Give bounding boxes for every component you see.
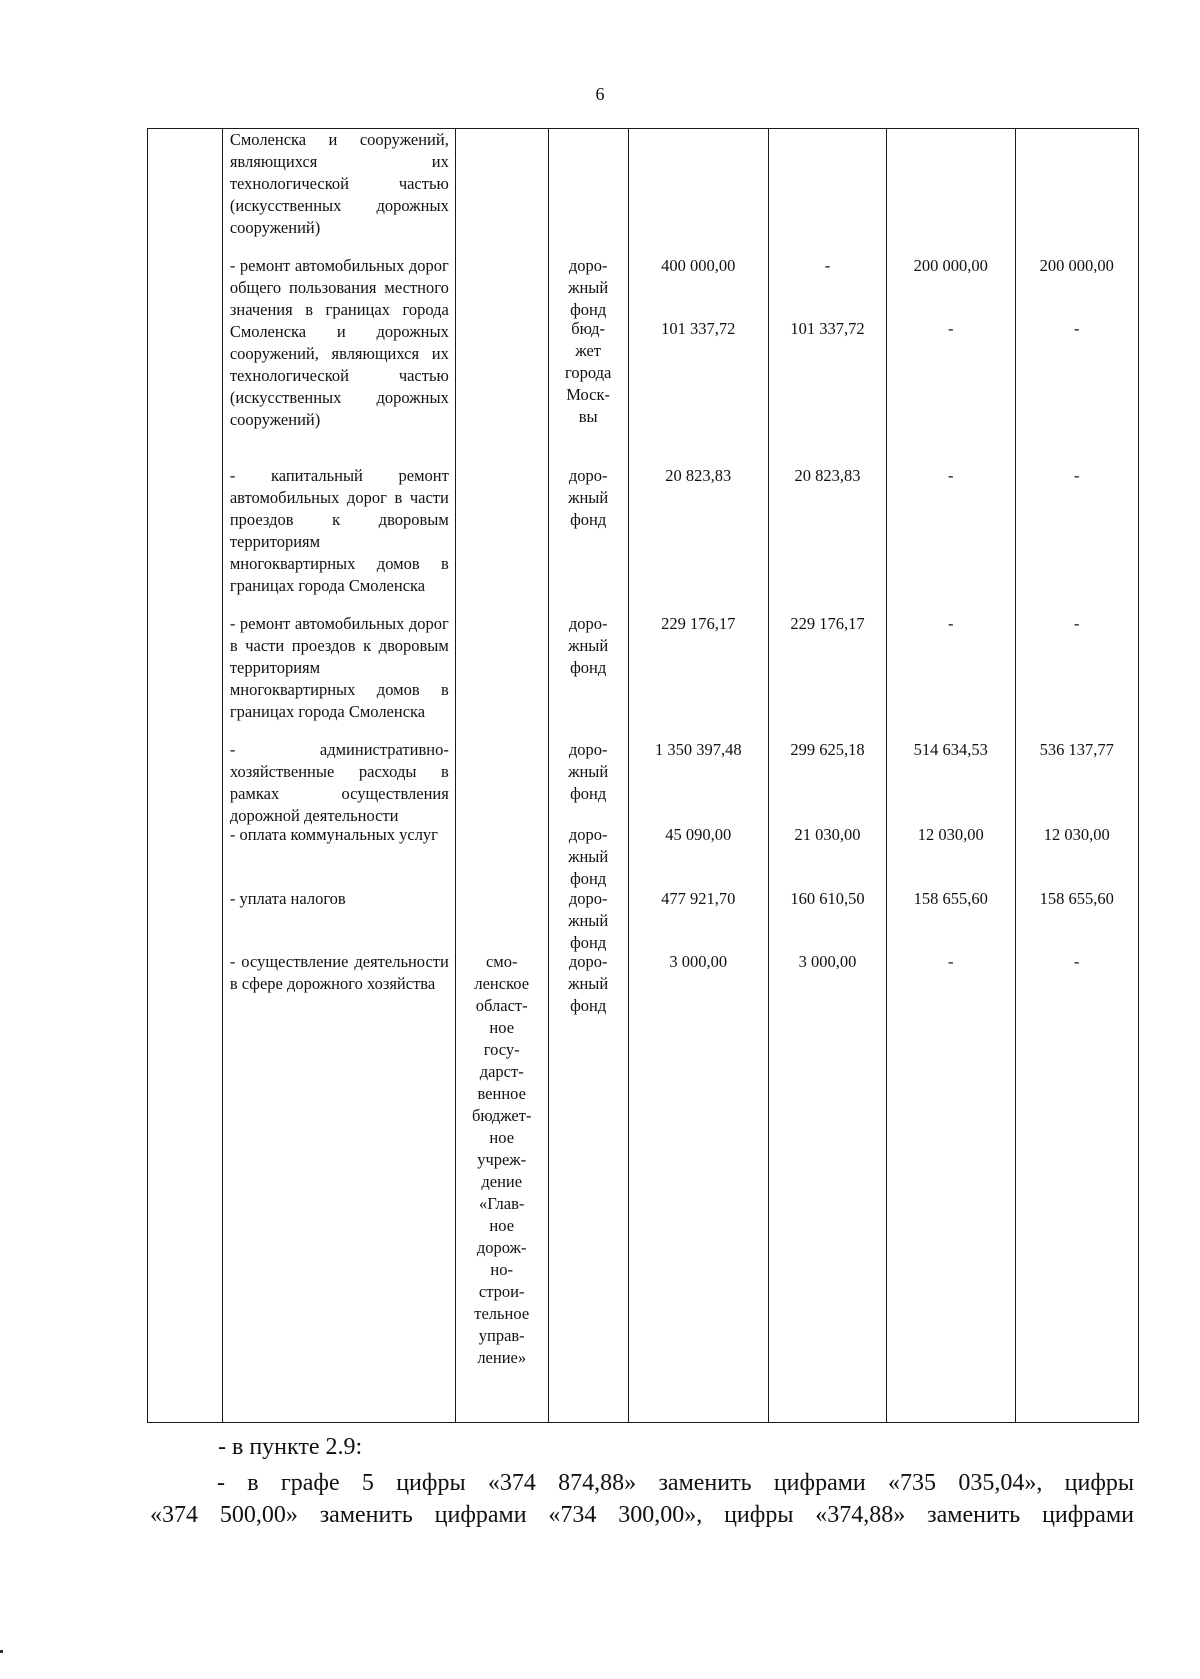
page-number: 6 — [595, 84, 605, 104]
entry-year-2: 514 634,53 — [913, 740, 988, 759]
entry-description: Смоленска и сооружений, являющихся их технологической частью (искусственных дорожных сооружений) — [229, 130, 449, 237]
paragraph-column-5-line-2: «374 500,00» заменить цифрами «734 300,00», цифры «374,88» заменить цифрами — [150, 1502, 1134, 1528]
entry-total: 400 000,00 — [661, 256, 736, 275]
col-year2 — [886, 129, 1015, 1423]
paragraph-column-5-line-1: - в графе 5 цифры «374 874,88» заменить цифрами «735 035,04», цифры — [217, 1470, 1134, 1496]
entry-total: 1 350 397,48 — [654, 740, 742, 759]
entry-year-2: 200 000,00 — [913, 256, 988, 275]
entry-description: - ремонт автомобильных дорог общего пользования местного значения в границах города Смоленска и дорожных сооружений, являющихся их технологической частью (искусственных дорожных сооружений) — [229, 256, 449, 429]
entry-year-3: - — [1074, 952, 1080, 971]
table-row — [148, 129, 1139, 1423]
col-description — [222, 129, 455, 1423]
entry-year-3: - — [1074, 614, 1080, 633]
entry-funding-source: доро- жный фонд — [568, 825, 609, 888]
scan-mark — [0, 1650, 3, 1653]
entry-funding-source: доро- жный фонд — [568, 256, 609, 319]
entry-description: - уплата налогов — [229, 889, 346, 908]
entry-total: 101 337,72 — [661, 319, 736, 338]
entry-funding-source: доро- жный фонд — [568, 614, 609, 677]
entry-total: 229 176,17 — [661, 614, 736, 633]
entry-description: - осуществление деятельности в сфере дорожного хозяйства — [229, 952, 449, 993]
entry-year-3: 536 137,77 — [1039, 740, 1114, 759]
entry-total: 45 090,00 — [665, 825, 732, 844]
entry-year-2: - — [948, 952, 954, 971]
entry-year-1: 101 337,72 — [790, 319, 865, 338]
entry-year-1: 299 625,18 — [790, 740, 865, 759]
entry-funding-source: доро- жный фонд — [568, 952, 609, 1015]
entry-description: - ремонт автомобильных дорог в части проездов к дворовым территориям многоквартирных домов в границах города Смоленска — [229, 614, 449, 721]
entry-year-3: 158 655,60 — [1039, 889, 1114, 908]
col-total — [628, 129, 768, 1423]
col-year1 — [768, 129, 886, 1423]
budget-table — [147, 128, 1139, 1423]
entry-funding-source: доро- жный фонд — [568, 466, 609, 529]
entry-year-1: 3 000,00 — [798, 952, 857, 971]
entry-description: - оплата коммунальных услуг — [229, 825, 438, 844]
entry-year-3: - — [1074, 466, 1080, 485]
entry-total: 3 000,00 — [669, 952, 728, 971]
col-year3 — [1015, 129, 1138, 1423]
entry-year-3: 12 030,00 — [1043, 825, 1110, 844]
col-number — [148, 129, 223, 1423]
entry-year-1: - — [824, 256, 831, 275]
entry-funding-source: доро- жный фонд — [568, 740, 609, 803]
col-source — [548, 129, 628, 1423]
entry-year-2: - — [948, 466, 954, 485]
entry-description: - капитальный ремонт автомобильных дорог в части проездов к дворовым территориям многоквартирных домов в границах города Смоленска — [229, 466, 449, 595]
entry-year-1: 21 030,00 — [794, 825, 861, 844]
entry-total: 20 823,83 — [665, 466, 732, 485]
entry-year-3: 200 000,00 — [1039, 256, 1114, 275]
entry-year-3: - — [1074, 319, 1080, 338]
entry-funding-source: бюд- жет города Моск- вы — [564, 319, 612, 426]
entry-year-2: - — [948, 614, 954, 633]
entry-total: 477 921,70 — [661, 889, 736, 908]
col-organization — [455, 129, 548, 1423]
entry-description: - административно-хозяйственные расходы в рамках осуществления дорожной деятельности — [229, 740, 449, 825]
entry-organization: смо- ленское област- ное госу- дарст- венное бюджет- ное учреж- дение «Глав- ное дорож- но- строи- тельное управ- ление» — [471, 952, 532, 1367]
entry-year-2: 158 655,60 — [913, 889, 988, 908]
entry-year-1: 229 176,17 — [790, 614, 865, 633]
entry-year-1: 20 823,83 — [794, 466, 861, 485]
entry-year-2: - — [948, 319, 954, 338]
entry-year-2: 12 030,00 — [917, 825, 984, 844]
entry-year-1: 160 610,50 — [790, 889, 865, 908]
entry-funding-source: доро- жный фонд — [568, 889, 609, 952]
paragraph-point-2-9: - в пункте 2.9: — [218, 1434, 363, 1460]
